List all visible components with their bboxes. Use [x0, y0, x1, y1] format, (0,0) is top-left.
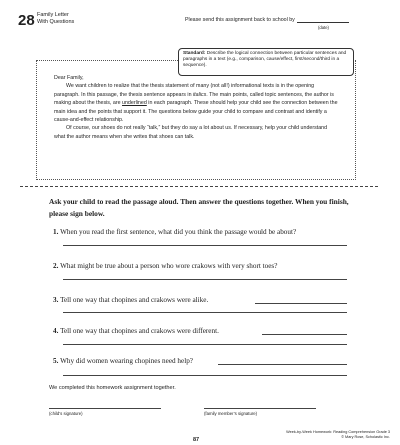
answer-line-4b[interactable] [63, 344, 347, 345]
question-2-text: What might be true about a person who wore crakows with very short toes? [60, 262, 278, 270]
lesson-number: 28 [18, 12, 35, 29]
question-4-number: 4. [53, 327, 59, 335]
answer-line-2[interactable] [63, 279, 347, 280]
credit-text [286, 430, 390, 440]
letter-greeting: Dear Family, [54, 75, 84, 81]
lesson-title-line2: With Questions [37, 19, 75, 25]
question-4-text: Tell one way that chopines and crakows were different. [60, 327, 219, 335]
question-4 [53, 327, 219, 335]
answer-line-3a[interactable] [255, 303, 347, 304]
question-5-number: 5. [53, 357, 59, 365]
question-2-number: 2. [53, 262, 59, 270]
page-number: 87 [193, 437, 200, 443]
letter-p1-part-b: . The main points, called topic sentences, the author is making about the thesis, are [54, 91, 334, 107]
completed-statement: We completed this homework assignment together. [49, 385, 176, 391]
answer-line-4a[interactable] [262, 334, 347, 335]
answer-line-3b[interactable] [63, 312, 347, 313]
question-5-text: Why did women wearing chopines need help? [60, 357, 193, 365]
question-1-text: When you read the first sentence, what did you think the passage would be about? [60, 228, 297, 236]
standard-label: Standard: [183, 51, 206, 56]
standard-description: Describe the logical connection between particular sentences and paragraphs in a text (e.g., comparison, cause/effect, first/second/third in a sequence). [183, 51, 347, 69]
lesson-title-line1: Family Letter [37, 12, 69, 18]
family-signature-line[interactable] [204, 408, 316, 409]
answer-line-1[interactable] [63, 245, 347, 246]
child-signature-label: (child’s signature) [49, 411, 83, 416]
question-2 [53, 262, 277, 270]
question-5 [53, 357, 193, 365]
credit-line-2: © Mary Rose, Scholastic Inc. [341, 435, 390, 439]
question-1-number: 1. [53, 228, 59, 236]
child-signature-line[interactable] [49, 408, 161, 409]
question-3 [53, 296, 208, 304]
letter-p1-part-a: We want children to realize that the thesis statement of many (not all!) informational texts is in the opening paragraph. In this passage, the thesis sentence appears in [54, 83, 315, 98]
standard-text [183, 51, 347, 69]
dashed-cut-line [20, 186, 378, 187]
question-3-number: 3. [53, 296, 59, 304]
date-blank[interactable] [297, 22, 349, 23]
letter-paragraph-2: Of course, our shoes do not really “talk,” but they do say a lot about us. If necessary, help your child understand what the author means when she writes that shoes can talk. [54, 125, 328, 140]
lesson-title [37, 12, 74, 26]
send-back-text: Please send this assignment back to school by [185, 17, 295, 23]
standard-box [178, 48, 354, 76]
question-1 [53, 228, 296, 236]
date-label: (date) [318, 25, 329, 30]
italics-word: italics [193, 91, 207, 98]
instructions: Ask your child to read the passage aloud. Then answer the questions together. When you finish, please sign below. [49, 197, 349, 218]
family-letter [54, 74, 338, 141]
letter-paragraph-1 [54, 82, 338, 124]
answer-line-5b[interactable] [63, 375, 347, 376]
question-3-text: Tell one way that chopines and crakows were alike. [60, 296, 209, 304]
underlined-word: underlined [122, 100, 147, 107]
letter-p1-part-c: in each paragraph. These should help your child see the connection between the main idea and the points that support it. The questions below guide your child to compare and contrast and identify a cause-and-effect relationship. [54, 100, 338, 124]
family-signature-label: (family member’s signature) [204, 411, 258, 416]
credit-line-1: Week-by-Week Homework: Reading Comprehension Grade 3 [286, 430, 390, 434]
answer-line-5a[interactable] [218, 364, 347, 365]
